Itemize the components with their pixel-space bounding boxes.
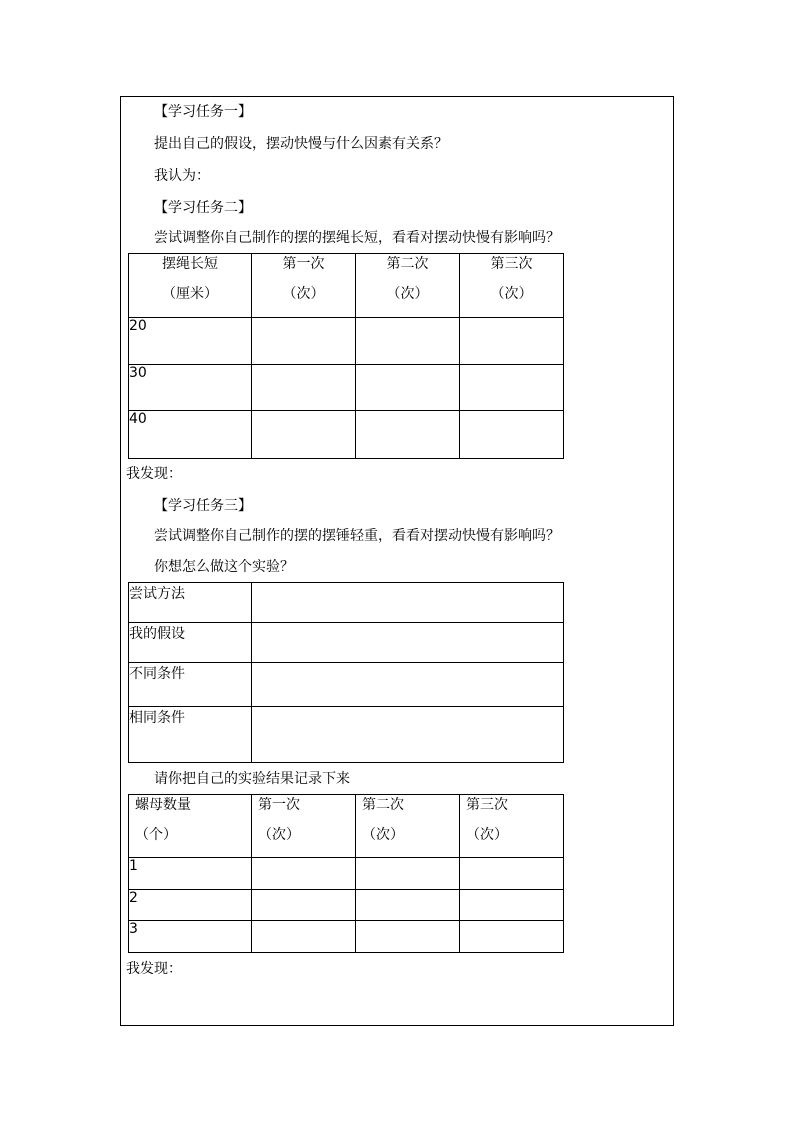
string-length-table: [128, 253, 564, 459]
data-cell[interactable]: [460, 921, 564, 953]
plan-label: 相同条件: [129, 707, 252, 763]
header-cell: 第三次 （次）: [460, 254, 564, 318]
table-row: [129, 411, 564, 459]
task1-title: 【学习任务一】: [154, 104, 252, 120]
header-cell: 第三次 （次）: [460, 795, 564, 858]
plan-label: 尝试方法: [129, 583, 252, 623]
data-cell[interactable]: [460, 365, 564, 411]
row-label: 2: [129, 890, 252, 921]
task3-record-prompt: 请你把自己的实验结果记录下来: [154, 771, 350, 787]
plan-input-cell[interactable]: [252, 707, 564, 763]
data-cell[interactable]: [252, 411, 356, 459]
task3-plan-prompt: 你想怎么做这个实验？: [154, 559, 294, 575]
table-row: [129, 921, 564, 953]
data-cell[interactable]: [356, 890, 460, 921]
data-cell[interactable]: [356, 318, 460, 365]
nut-count-table: [128, 794, 564, 953]
header-cell: 第一次 （次）: [252, 795, 356, 858]
header-cell: 第二次 （次）: [356, 254, 460, 318]
data-cell[interactable]: [356, 858, 460, 890]
header-cell: 摆绳长短 （厘米）: [129, 254, 252, 318]
plan-input-cell[interactable]: [252, 583, 564, 623]
experiment-plan-table: [128, 582, 564, 763]
plan-label: 不同条件: [129, 663, 252, 707]
row-label: 3: [129, 921, 252, 953]
table-row: [129, 583, 564, 623]
data-cell[interactable]: [356, 365, 460, 411]
plan-input-cell[interactable]: [252, 623, 564, 663]
data-cell[interactable]: [460, 318, 564, 365]
data-cell[interactable]: [252, 858, 356, 890]
table-row: [129, 663, 564, 707]
data-cell[interactable]: [460, 858, 564, 890]
data-cell[interactable]: [356, 411, 460, 459]
data-cell[interactable]: [252, 921, 356, 953]
data-cell[interactable]: [252, 318, 356, 365]
plan-label: 我的假设: [129, 623, 252, 663]
data-cell[interactable]: [252, 365, 356, 411]
header-cell: 螺母数量 （个）: [129, 795, 252, 858]
task1-question: 提出自己的假设，摆动快慢与什么因素有关系？: [154, 136, 448, 152]
header-cell: 第一次 （次）: [252, 254, 356, 318]
table-row: [129, 623, 564, 663]
table-row: [129, 858, 564, 890]
table-header-row: [129, 254, 564, 318]
table-row: [129, 707, 564, 763]
data-cell[interactable]: [460, 411, 564, 459]
table-row: [129, 365, 564, 411]
data-cell[interactable]: [356, 921, 460, 953]
task2-title: 【学习任务二】: [154, 200, 252, 216]
task3-finding-label: 我发现：: [126, 961, 182, 977]
plan-input-cell[interactable]: [252, 663, 564, 707]
table-row: [129, 890, 564, 921]
data-cell[interactable]: [460, 890, 564, 921]
task1-answer-label: 我认为：: [154, 168, 210, 184]
row-label: 20: [129, 318, 252, 365]
header-cell: 第二次 （次）: [356, 795, 460, 858]
row-label: 1: [129, 858, 252, 890]
task3-title: 【学习任务三】: [154, 498, 252, 514]
table-row: [129, 318, 564, 365]
task2-finding-label: 我发现：: [126, 466, 182, 482]
row-label: 30: [129, 365, 252, 411]
row-label: 40: [129, 411, 252, 459]
table-header-row: [129, 795, 564, 858]
task3-question: 尝试调整你自己制作的摆的摆锤轻重，看看对摆动快慢有影响吗？: [154, 528, 560, 544]
task2-question: 尝试调整你自己制作的摆的摆绳长短，看看对摆动快慢有影响吗？: [154, 230, 560, 246]
data-cell[interactable]: [252, 890, 356, 921]
